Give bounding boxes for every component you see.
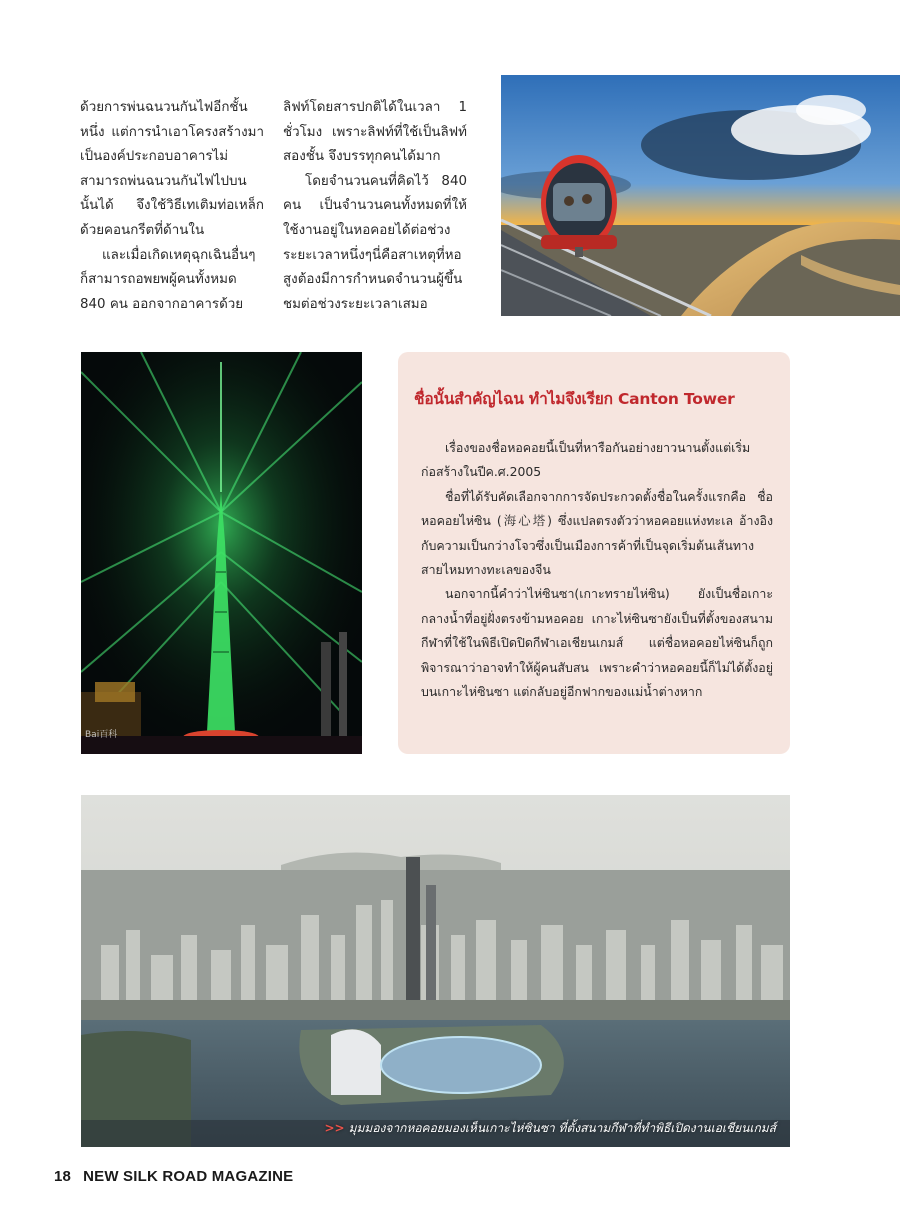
- article-paragraph: ด้วยการพ่นฉนวนกันไฟอีกชั้นหนึ่ง แต่การนำเอาโครงสร้างมาเป็นองค์ประกอบอาคารไม่สามารถพ่นฉนวนกันไฟไปบนนั้นได้ จึงใช้วิธีเทเติมท่อเหล็กด้วยคอนกรีตที่ด้านใน: [80, 100, 264, 238]
- gondola-photo: [501, 75, 900, 316]
- photo-caption: [325, 1119, 777, 1138]
- sidebar-box: [398, 352, 790, 754]
- caption-arrow: >>: [324, 1121, 345, 1135]
- page-number: 18: [54, 1168, 72, 1185]
- article-paragraph: และเมื่อเกิดเหตุฉุกเฉินอื่นๆ ก็สามารถอพยพผู้คนทั้งหมด 840 คน ออกจากอาคารด้วย: [80, 247, 256, 312]
- article-paragraph: โดยจำนวนคนที่คิดไว้ 840 คน เป็นจำนวนคนทั้งหมดที่ให้ใช้งานอยู่ในหอคอยได้ต่อช่วงระยะเวลาหนึ่งๆนี่คือสาเหตุที่หอสูงต้องมีการกำหนดจำนวนผู้ขึ้นชมต่อช่วงระยะเวลาเสมอ: [283, 173, 467, 312]
- article-column-1: [80, 96, 264, 317]
- sidebar-paragraph: เรื่องของชื่อหอคอยนี้เป็นที่หารือกันอย่างยาวนานตั้งแต่เริ่มก่อสร้างในปีค.ศ.2005: [421, 440, 751, 480]
- magazine-name: NEW SILK ROAD MAGAZINE: [83, 1168, 294, 1185]
- tower-laser-show-photo: [81, 352, 362, 754]
- article-paragraph: ลิฟท์โดยสารปกติได้ในเวลา 1 ชั่วโมง เพราะลิฟท์ที่ใช้เป็นลิฟท์สองชั้น จึงบรรทุกคนได้มาก: [283, 100, 467, 165]
- sidebar-title: ชื่อนั้นสำคัญไฉน ทำไมจึงเรียก Canton Tower: [414, 390, 735, 408]
- article-column-2: [283, 96, 467, 317]
- caption-text: มุมมองจากหอคอยมองเห็นเกาะไห่ซินซา ที่ตั้งสนามกีฬาที่ทำพิธีเปิดงานเอเชียนเกมส์: [348, 1121, 776, 1135]
- sidebar-paragraph: นอกจากนี้คำว่าไห่ซินซา(เกาะทรายไห่ซิน) ยังเป็นชื่อเกาะกลางน้ำที่อยู่ฝั่งตรงข้ามหอคอย เกาะไห่ซินซายังเป็นที่ตั้งของสนามกีฬาที่ใช้ในพิธีเปิดปิดกีฬาเอเชียนเกมส์ แต่ชื่อหอคอยไห่ซินก็ถูกพิจารณาว่าอาจทำให้ผู้คนสับสน เพราะคำว่าหอคอยนี้ก็ไม่ได้ตั้งอยู่บนเกาะไห่ซินซา แต่กลับอยู่อีกฟากของแม่น้ำต่างหาก: [421, 586, 773, 700]
- baidu-watermark: Bai百科: [85, 730, 118, 740]
- city-aerial-photo: [81, 795, 790, 1147]
- sidebar-body: [421, 436, 773, 704]
- page-footer: [54, 1168, 293, 1185]
- sidebar-paragraph: ชื่อที่ได้รับคัดเลือกจากการจัดประกวดตั้งชื่อในครั้งแรกคือ ชื่อ หอคอยไห่ซิน (海心塔) ซึ่งแปลตรงตัวว่าหอคอยแห่งทะเล อ้างอิงกับความเป็นกว่างโจวซึ่งเป็นเมืองการค้าที่เป็นจุดเริ่มต้นเส้นทางสายไหมทางทะเลของจีน: [421, 488, 773, 578]
